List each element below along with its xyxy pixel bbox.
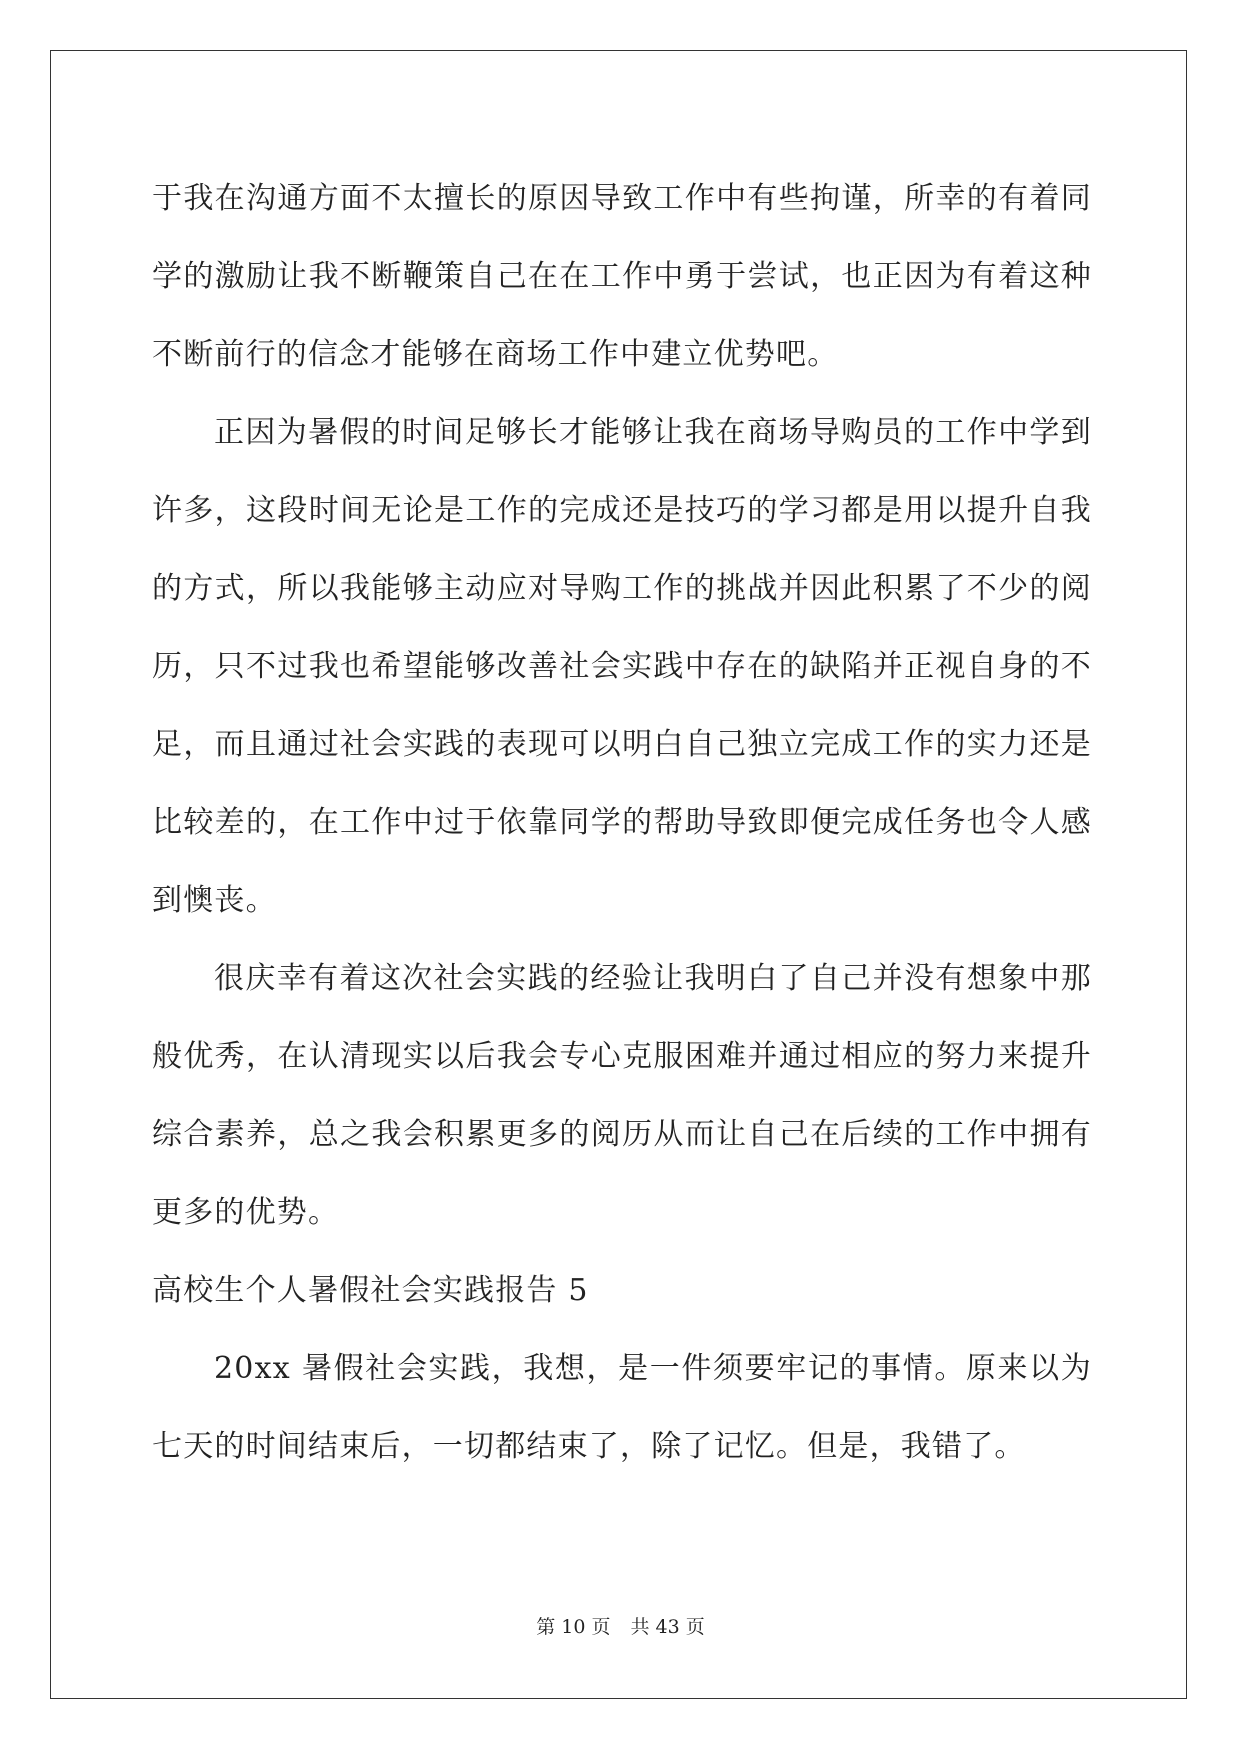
page-footer [0,1612,1241,1639]
page-number: 第 10 页 [536,1616,611,1638]
paragraph: 正因为暑假的时间足够长才能够让我在商场导购员的工作中学到许多，这段时间无论是工作的完成还是技巧的学习都是用以提升自我的方式，所以我能够主动应对导购工作的挑战并因此积累了不少的阅历，只不过我也希望能够改善社会实践中存在的缺陷并正视自身的不足，而且通过社会实践的表现可以明白自己独立完成工作的实力还是比较差的，在工作中过于依靠同学的帮助导致即便完成任务也令人感到懊丧。 [152,415,1092,918]
paragraph: 很庆幸有着这次社会实践的经验让我明白了自己并没有想象中那般优秀，在认清现实以后我会专心克服困难并通过相应的努力来提升综合素养，总之我会积累更多的阅历从而让自己在后续的工作中拥有更多的优势。 [152,961,1092,1230]
paragraph-continued: 于我在沟通方面不太擅长的原因导致工作中有些拘谨，所幸的有着同学的激励让我不断鞭策自己在在工作中勇于尝试，也正因为有着这种不断前行的信念才能够在商场工作中建立优势吧。 [152,181,1092,372]
page-total: 共 43 页 [630,1616,705,1638]
document-body [152,160,1092,1486]
section-heading: 高校生个人暑假社会实践报告 5 [152,1273,589,1308]
paragraph: 20xx 暑假社会实践，我想，是一件须要牢记的事情。原来以为七天的时间结束后，一切都结束了，除了记忆。但是，我错了。 [152,1351,1092,1464]
